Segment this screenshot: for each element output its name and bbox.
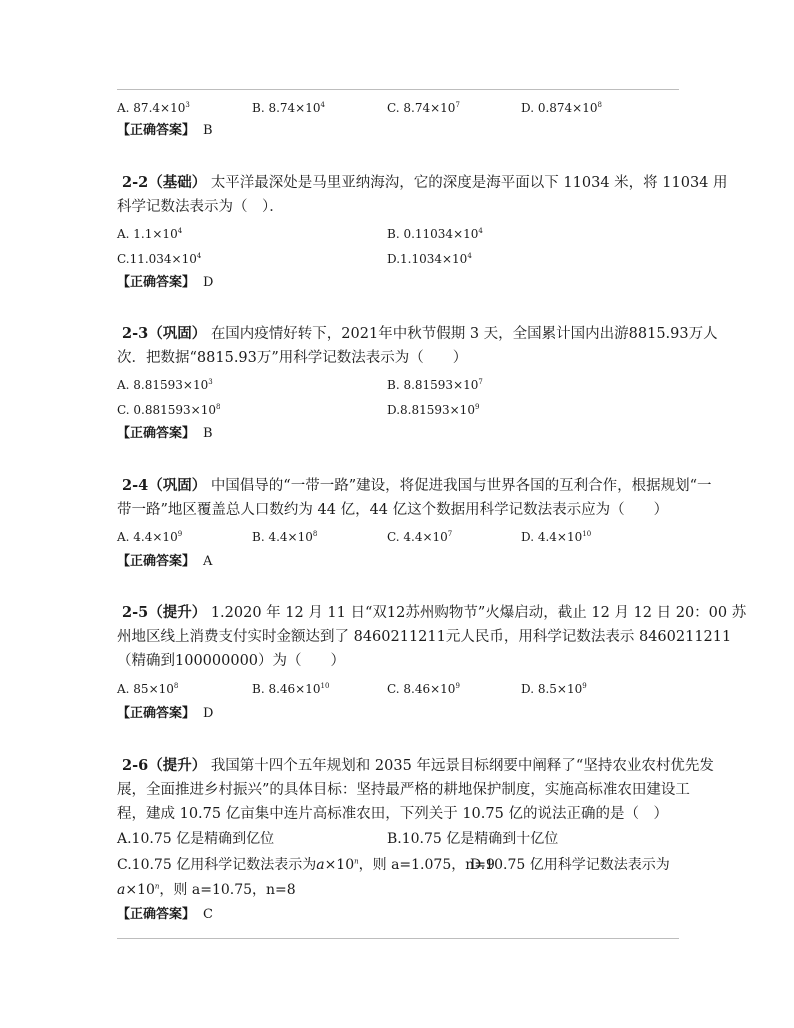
q4-option-b: B. $4.4\times 10^8$ (252, 530, 318, 544)
q4-option-a: A. $4.4\times 10^9$ (117, 530, 183, 544)
q5-option-d: D. $8.5\times 10^9$ (521, 682, 587, 696)
q5-option-a: A. $85\times 10^8$ (117, 682, 179, 696)
q6-stem-line2: 展，全面推进乡村振兴”的具体目标：坚持最严格的耕地保护制度，实施高标准农田建设工 (117, 782, 690, 798)
q5-stem-line2: 州地区线上消费支付实时金额达到了 8460211211元人民币，用科学记数法表示 8460211211 (117, 629, 732, 645)
q6-option-d-line2: $a\times 10^n$，则 a=10.75，n=8 (117, 882, 296, 898)
q1-answer: 【正确答案】 B (117, 123, 213, 138)
q2-option-d: $D.1.1034\times 10^4$ (387, 252, 472, 266)
bottom-rule (117, 938, 679, 939)
q5-option-c: C. $8.46\times 10^9$ (387, 682, 460, 696)
q5-option-b: B. $8.46\times 10^{10}$ (252, 682, 330, 696)
q3-option-b: B. $8.81593\times 10^7$ (387, 378, 483, 392)
q2-option-c: $C.11.034\times 10^4$ (117, 252, 202, 266)
q1-option-c: C. $8.74\times 10^7$ (387, 101, 460, 115)
q3-option-a: A. $8.81593\times 10^3$ (117, 378, 213, 392)
q4-answer: 【正确答案】 A (117, 554, 213, 569)
q6-option-d: D.10.75 亿用科学记数法表示为 (470, 857, 670, 873)
top-rule (117, 89, 679, 90)
q2-answer: 【正确答案】 D (117, 275, 214, 290)
q2-option-a: A. $1.1\times 10^4$ (117, 227, 183, 241)
q6-option-c: C.10.75 亿用科学记数法表示为$a\times 10^n$，则 a=1.075，n=9 (117, 857, 495, 873)
q4-option-d: D. $4.4\times 10^{10}$ (521, 530, 592, 544)
q6-stem-line1: 2-6（提升） 我国第十四个五年规划和 2035 年远景目标纲要中阐释了“坚持农业农村优先发 (122, 757, 714, 774)
q5-stem-line1: 2-5（提升） 1.2020 年 12 月 11 日“双12苏州购物节”火爆启动，截止 12 月 12 日 20：00 苏 (122, 604, 747, 621)
q1-option-a: A. $87.4\times 10^3$ (117, 101, 190, 115)
q1-option-b: B. $8.74\times 10^4$ (252, 101, 325, 115)
q1-option-d: D. $0.874\times 10^8$ (521, 101, 602, 115)
q4-option-c: C. $4.4\times 10^7$ (387, 530, 453, 544)
q3-answer: 【正确答案】 B (117, 426, 213, 441)
q5-stem-line3: （精确到100000000）为（ ） (117, 653, 346, 669)
q6-stem-line3: 程，建成 10.75 亿亩集中连片高标准农田，下列关于 10.75 亿的说法正确的是（ ） (117, 806, 668, 822)
q6-answer: 【正确答案】 C (117, 907, 213, 922)
q5-answer: 【正确答案】 D (117, 706, 214, 721)
q3-option-c: C. $0.881593\times 10^8$ (117, 403, 221, 417)
q3-stem-line2: 次．把数据“8815.93万”用科学记数法表示为（ ） (117, 350, 468, 366)
q2-option-b: B. $0.11034\times 10^4$ (387, 227, 483, 241)
q4-stem-line2: 带一路”地区覆盖总人口数约为 44 亿，44 亿这个数据用科学记数法表示应为（ ） (117, 502, 669, 518)
q6-option-b: B.10.75 亿是精确到十亿位 (387, 831, 559, 847)
q6-option-a: A.10.75 亿是精确到亿位 (117, 831, 275, 847)
q4-stem-line1: 2-4（巩固） 中国倡导的“一带一路”建设，将促进我国与世界各国的互利合作，根据规划“一 (122, 477, 712, 494)
q3-option-d: $D.8.81593\times 10^9$ (387, 403, 480, 417)
q3-stem-line1: 2-3（巩固） 在国内疫情好转下，2021年中秋节假期 3 天，全国累计国内出游8815.93万人 (122, 325, 718, 342)
q2-stem-line1: 2-2（基础） 太平洋最深处是马里亚纳海沟，它的深度是海平面以下 11034 米，将 11034 用 (122, 174, 728, 191)
q2-stem-line2: 科学记数法表示为（ ）． (117, 199, 284, 215)
